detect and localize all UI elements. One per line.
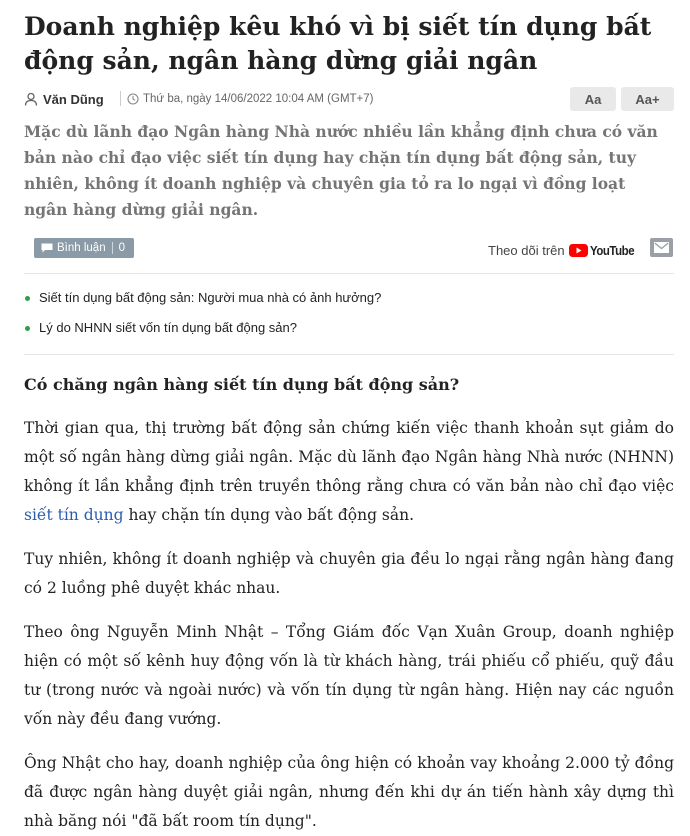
- follow-label: Theo dõi trên: [488, 242, 565, 258]
- follow-youtube[interactable]: [488, 240, 640, 260]
- font-size-decrease-button[interactable]: Aa: [570, 87, 616, 111]
- body-paragraph-4: Ông Nhật cho hay, doanh nghiệp của ông hiện có khoản vay khoảng 2.000 tỷ đồng đã được ngân hàng duyệt giải ngân, nhưng đến khi dự án tiến hành xây dựng thì nhà băng nói "đã bất room tín dụng".: [24, 754, 674, 830]
- article-sapo: Mặc dù lãnh đạo Ngân hàng Nhà nước nhiều lần khẳng định chưa có văn bản nào chỉ đạo việc siết tín dụng hay chặn tín dụng bất động sản, tuy nhiên, không ít doanh nghiệp và chuyên gia tỏ ra lo ngại vì đồng loạt ngân hàng dừng giải ngân.: [24, 122, 658, 219]
- youtube-wordmark[interactable]: YouTube: [589, 242, 634, 258]
- divider-bottom: [24, 354, 674, 355]
- body-paragraph-3: Theo ông Nguyễn Minh Nhật – Tổng Giám đốc Vạn Xuân Group, doanh nghiệp hiện có một số kênh huy động vốn là từ khách hàng, trái phiếu cổ phiếu, quỹ đầu tư (trong nước và ngoài nước) và vốn tín dụng từ ngân hàng. Hiện nay các nguồn vốn này đều đang vướng.: [24, 623, 674, 728]
- comment-button[interactable]: [34, 238, 134, 258]
- comment-icon: [41, 243, 53, 253]
- publish-time: [127, 87, 373, 111]
- comment-label: Bình luận: [57, 242, 106, 254]
- meta-divider: [120, 91, 121, 106]
- divider-top: [24, 273, 674, 274]
- user-icon: [24, 92, 38, 106]
- comment-count: 0: [118, 242, 126, 254]
- article-title: Doanh nghiệp kêu khó vì bị siết tín dụng bất động sản, ngân hàng dừng giải ngân: [24, 12, 652, 75]
- font-size-increase-button[interactable]: Aa+: [621, 87, 674, 111]
- mail-icon: [654, 242, 669, 253]
- comment-divider: [112, 242, 113, 254]
- youtube-logo-icon[interactable]: [569, 244, 588, 257]
- article-meta: [24, 87, 674, 111]
- p1-text-after: hay chặn tín dụng vào bất động sản.: [123, 506, 415, 524]
- section-heading: Có chăng ngân hàng siết tín dụng bất động sản?: [24, 375, 460, 394]
- related-links: [24, 288, 674, 348]
- body-paragraph-2: Tuy nhiên, không ít doanh nghiệp và chuyên gia đều lo ngại rằng ngân hàng đang có 2 luồng phê duyệt khác nhau.: [24, 550, 674, 597]
- related-link[interactable]: Lý do NHNN siết vốn tín dụng bất động sản?: [24, 318, 674, 348]
- author-name[interactable]: Văn Dũng: [43, 91, 104, 107]
- publish-time-text: Thứ ba, ngày 14/06/2022 10:04 AM (GMT+7): [143, 93, 374, 105]
- email-share-button[interactable]: [650, 238, 673, 257]
- clock-icon: [127, 93, 139, 105]
- author[interactable]: [24, 87, 104, 111]
- inline-link-siet-tin-dung[interactable]: siết tín dụng: [24, 506, 124, 524]
- p1-text-before: Thời gian qua, thị trường bất động sản chứng kiến việc thanh khoản sụt giảm do một số ngân hàng dừng giải ngân. Mặc dù lãnh đạo Ngân hàng Nhà nước (NHNN) không ít lần khẳng định trên truyền thông rằng chưa có văn bản nào chỉ đạo việc: [24, 419, 674, 495]
- body-paragraph-1: [24, 414, 674, 530]
- related-link[interactable]: Siết tín dụng bất động sản: Người mua nhà có ảnh hưởng?: [24, 288, 674, 318]
